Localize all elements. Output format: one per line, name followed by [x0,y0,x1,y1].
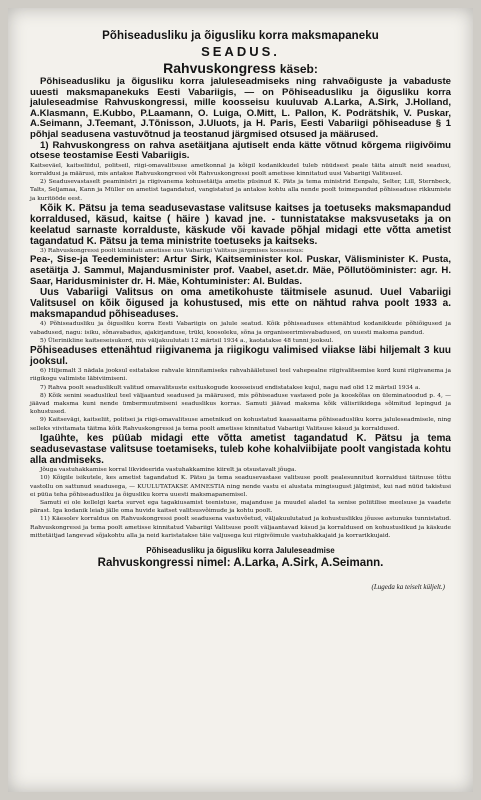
section-2-bold: Kõik K. Pätsu ja tema seadusevastase valitsuse kaitses ja toetuseks maksmapandud korraldused, käsud, kaitse ( häire ) kavad jne. - tunnistatakse maksvusetaks ja on keelatud sarnaste korralduste, käskude või kavade põhjal midagi ette võtta ametist tagandatud K. Pätsu ja tema ministrite toetuseks ja kaitseks. [30,202,451,248]
section-8-text: 8) Kõik senini seaduslikul teel väljaantud seadused ja määrused, mis põhiseaduse vastased pole ja kooskõlas on üleminatoodud p. 4, — jäävad maksma kuni nende ümbermuutmiseni seaduslikus korras. Samuti jäävad maksma kõik välisriikidega sõlmitud lepingud ja kohustused. [30,392,451,416]
title-line-3 [30,60,451,76]
title-kaseb: käseb: [279,62,318,76]
section-10-tail: Samuti ei ole kellelgi karta survet ega tagakiusamist teenistuse, majanduse ja muudel aladel ta senise poliitilise meelsuse ja vaadete pärast. Iga kodanik leiab jälle oma huvide kaitset valitsusvõimude ja kohtu poolt. [30,499,451,515]
section-3-text: 3) Rahvuskongressi poolt kinnitati ametisse uus Vabariigi Valitsus järgmises koosseisus: [40,248,304,255]
signature-names: Rahvuskongressi nimel: A.Larka, A.Sirk, A.Seimann. [97,556,384,569]
section-1-bold: 1) Rahvuskongress on rahva asetäitjana ajutiselt enda kätte võtnud kõrgema riigivõimu otsese teostamise Eesti Vabariigis. [30,139,451,162]
section-5-text: 5) Ülerinikline kaitseseisukord, mis väljakuulutati 12 märtsil 1934 a., kaotatakse 48 tunni jooksul. [40,337,334,344]
intro-paragraph: Põhiseadusliku ja õigusliku korra jaluleseadmiseks ning rahvaõiguste ja vabaduste uuesti maksmapanekuks Eesti Vabariigis, — on Põhiseadusliku ja õigusliku korra jaluleseadmise Rahvuskongressi, mille koosseisu kuuluvab A.Larka, A.Sirk, J.Holland, A.Klasmann, E.Kubbo, P.Laamann, O. Luiga, O.Mitt, L. Pallon, K. Podrätshik, V. Puskar, A.Seimann, J.Teemant, J.Tõnisson, J.Uluots, ja H. Paris, Eesti Vabariigi põhiseaduse § 1 põhjal seadusena vastuvõtnud ja teostanud järgmised otsused ja määrused. [30,76,451,140]
section-9-text: 9) Kaitsevägi, kaitseliit, politsei ja riigi-omavalitsuse ametnikud on kohustatud kaasaaitama põhiseadusliku korra jaluleseadmisele, ning selleks viivitamata täitma kõik Rahvuskongressi ja tema poolt ametisse kinnitatud Vabariigi Valitsuse käsud ja korraldused. [30,417,451,432]
section-5-bold: Põhiseaduses ettenähtud riigivanema ja riigikogu valimised viiakse läbi hiljemalt 3 kuu jooksul. [30,345,451,368]
section-1-text: Kaitseväel, kaitseliidul, politseil, riigi-omavalitsuse ametkonnal ja kõigil kodanikkudel tuleb nüüdsest peale täita ainult neid seadusi, korraldusi ja määrusi, mis antakse Rahvuskongressi või Rahvuskongressi poolt ametisse kinnitatud uusi Vabariigi Valitsusel. [30,162,451,177]
section-11-text: 11) Käesolev korraldus on Rahvuskongressi poolt seadusena vastuvõetud, väljakuulutatud ja kohustuslikku jõusse astunuks tunnistatud. Rahvuskongressi ja tema poolt ametisse kinnitatud Vabariigi Valitsuse poolt väljaantavad käsud ja korraldused on kohustuslikud ja käskude mittetäitjad langevad sõjakohtu alla ja neid karistatakse täie valjusega kui riigivõimule vastuhakkajaid ja korrarikkujaid. [30,516,451,539]
section-9-bold: Igaühte, kes püüab midagi ette võtta ametist tagandatud K. Pätsu ja tema seadusevastase valitsuse toetamiseks, tuleb kohe kohalviibijate poolt vangistada kohtu alla andmiseks. [30,432,451,467]
signature-heading: Põhiseadusliku ja õigusliku korra Jaluleseadmise [146,545,335,555]
section-7-text: 7) Rahva poolt seaduslikult valitud omavalitsuste esituskogude koosseisud endistatakse kujul, nagu nad olid 12 märtsil 1934 a. [40,384,421,391]
poster-sheet [8,8,473,792]
poster-content [30,30,451,591]
title-line-2: SEADUS. [201,44,280,59]
section-2-text: 2) Seadusevastaselt peaministri ja riigivanema kohusetäitja ametis püsinud K. Päts ja tema ministrid Eenpalu, Selter, Lill, Sternbeck, Talts, Seljamaa, Kann ja Müller on ametist tagandatud, vangistatud ja antakse kohtu alla nende poolt toimepandud põhiseaduse rikkumiste ja kuritööde eest. [30,179,451,202]
section-3-bold: Uus Vabariigi Valitsus on oma ametikohuste täitmisele asunud. Uuel Vabariigi Valitsusel on kõik õigused ja kohustused, mis ette on nähtud rahva poolt 1933 a. maksmapandud põhiseaduses. [30,287,451,321]
section-10-text: 10) Kõigile isikutele, kes ametist tagandatud K. Pätsu ja tema seadusevastase valitsuse poolt pealesunnitud korraldusi täitnuse tõttu vastollu on sattunud seadusega, — KUULUTATAKSE AMNESTIA ning nende vastu ei alustata mingisugust jälgimist, kui nad nüüd takistusi ei püüa teha põhiseadusliku ja õigusliku korra uuesti maksmapanemisel. [30,475,451,498]
title-rahvuskongress: Rahvuskongress [163,60,276,76]
footer-note: (Lugeda ka teiselt küljelt.) [371,582,445,591]
section-4-text: 4) Põhiseadusliku ja õigusliku korra Eesti Vabariigis on jalule seatud. Kõik põhiseaduses ettenähtud kodanikkude põhiõigused ja vabadused, nagu: isiku, sõnavabadus, ajakirjanduse, trüki, koosoleku, sõna ja organiseerimisvabadused, on uuesti maksma pandud. [30,321,451,336]
section-9-tail: Jõuga vastuhakkamise korral likvideerida vastuhakkamine kiirelt ja otsustavalt jõuga. [40,467,297,474]
section-3-government: Pea-, Sise-ja Teedeminister: Artur Sirk, Kaitseminister kol. Puskar, Välisminister K. Pusta, asetäitja J. Sammul, Majandusminister prof. Vaabel, aset.dr. Mäe, Põllutööminister: agr. H. Saar, Haridusminister dr. H. Mäe, Kohtuminister: Al. Buldas. [30,254,451,287]
section-6-text: 6) Hiljemalt 3 nädala jooksul esitatakse rahvale kinnitamiseks rahvahääletusel teel vahepealne riigivalitsemise kord kuni riigivanema ja riigikogu valimiste läbiviimiseni. [30,368,451,383]
title-line-1: Põhiseadusliku ja õigusliku korra maksmapaneku [102,30,379,42]
